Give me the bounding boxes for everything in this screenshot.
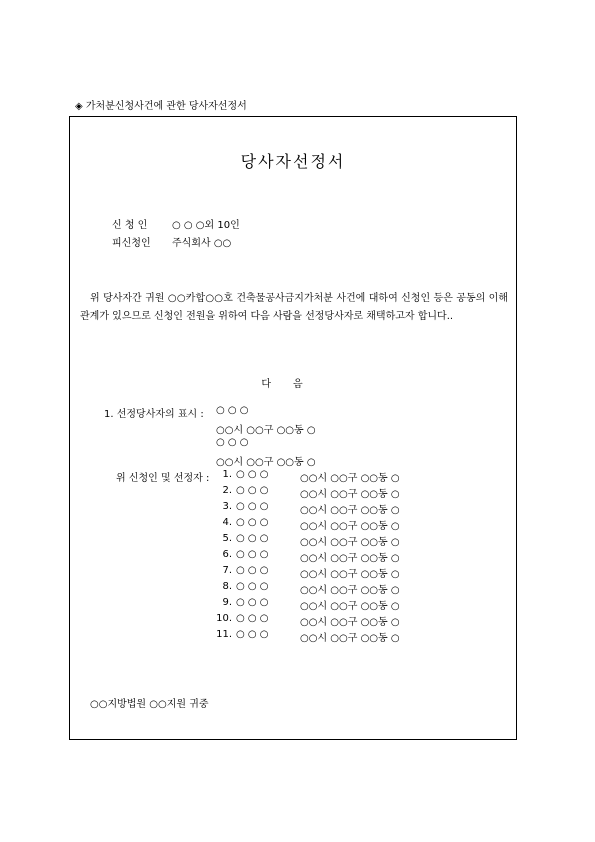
selector-number: 7. [222,565,232,576]
selector-name: ○ ○ ○ [236,485,269,496]
selector-address: ○○시 ○○구 ○○동 ○ [300,553,400,564]
selector-name: ○ ○ ○ [236,629,269,640]
selector-address: ○○시 ○○구 ○○동 ○ [300,505,400,516]
selector-address: ○○시 ○○구 ○○동 ○ [300,601,400,612]
selector-number: 4. [222,517,232,528]
selector-address: ○○시 ○○구 ○○동 ○ [300,569,400,580]
applicant-label: 신 청 인 [112,220,148,231]
representative-2-address: ○○시 ○○구 ○○동 ○ [216,457,316,468]
representative-1-name: ○ ○ ○ [216,405,249,416]
selector-number: 8. [222,581,232,592]
selector-address: ○○시 ○○구 ○○동 ○ [300,585,400,596]
respondent-label: 피신청인 [112,238,151,249]
selector-name: ○ ○ ○ [236,565,269,576]
selector-name: ○ ○ ○ [236,581,269,592]
selector-number: 5. [222,533,232,544]
selector-name: ○ ○ ○ [236,533,269,544]
selector-number: 9. [222,597,232,608]
selector-name: ○ ○ ○ [236,597,269,608]
selector-name: ○ ○ ○ [236,613,269,624]
representative-2-name: ○ ○ ○ [216,437,249,448]
court-addressee: ○○지방법원 ○○지원 귀중 [90,699,209,710]
selector-name: ○ ○ ○ [236,549,269,560]
selector-address: ○○시 ○○구 ○○동 ○ [300,633,400,644]
document-caption: ◈ 가처분신청사건에 관한 당사자선정서 [75,101,247,112]
petition-body: 위 당사자간 귀원 ○○카합○○호 건축물공사금지가처분 사건에 대하여 신청인 등은 공동의 이해관계가 있으므로 신청인 전원을 위하여 다음 사람을 선정당사자로 채택하고자 합니다.. [80,293,508,322]
selector-address: ○○시 ○○구 ○○동 ○ [300,473,400,484]
document-title: 당사자선정서 [240,152,346,171]
representative-label: 1. 선정당사자의 표시 : [104,409,204,420]
selector-number: 10. [216,613,232,624]
selector-name: ○ ○ ○ [236,517,269,528]
selector-address: ○○시 ○○구 ○○동 ○ [300,521,400,532]
representative-1-address: ○○시 ○○구 ○○동 ○ [216,425,316,436]
selectors-label: 위 신청인 및 선정자 : [116,473,210,484]
selector-number: 1. [222,469,232,480]
respondent-value: 주식회사 ○○ [172,238,232,249]
selector-address: ○○시 ○○구 ○○동 ○ [300,489,400,500]
selector-number: 11. [216,629,232,640]
selector-number: 3. [222,501,232,512]
selector-number: 6. [222,549,232,560]
document-frame [69,116,517,740]
section-heading: 다음 [261,379,325,390]
selector-address: ○○시 ○○구 ○○동 ○ [300,537,400,548]
selector-name: ○ ○ ○ [236,501,269,512]
selector-address: ○○시 ○○구 ○○동 ○ [300,617,400,628]
selector-number: 2. [222,485,232,496]
applicant-value: ○ ○ ○외 10인 [172,220,240,231]
selector-name: ○ ○ ○ [236,469,269,480]
